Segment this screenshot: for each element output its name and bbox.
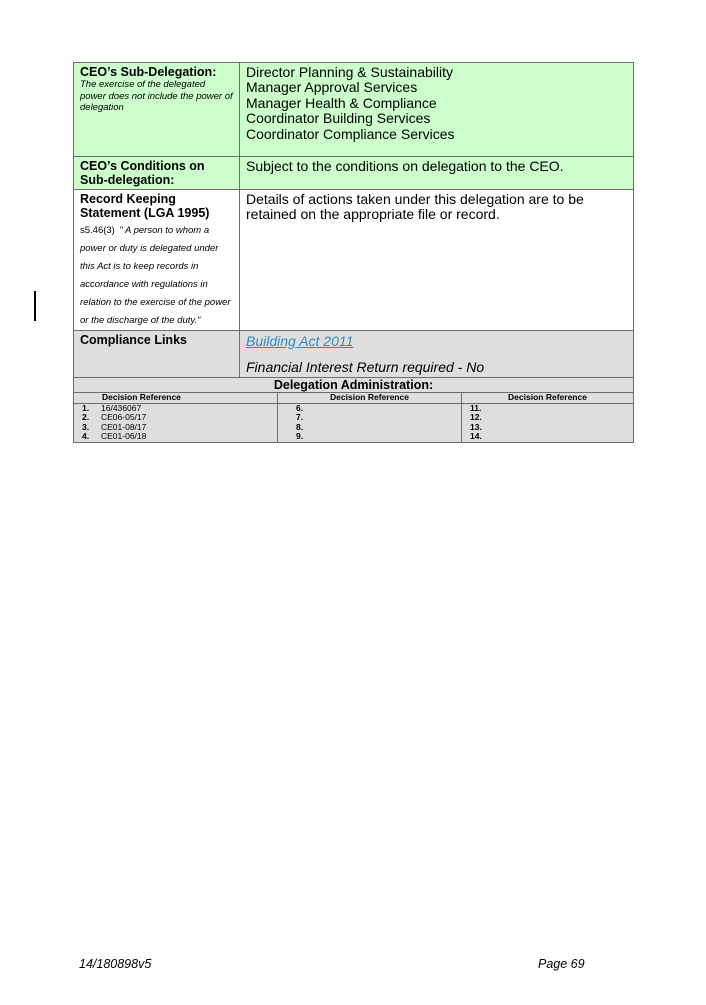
administration-cell [74, 378, 634, 443]
building-act-link[interactable]: Building Act 2011 [246, 333, 354, 349]
sub-delegation-row [74, 63, 634, 157]
delegation-table [73, 62, 634, 443]
reference-entry: 11. [470, 402, 482, 413]
reference-entry: 14. [470, 431, 482, 441]
compliance-label: Compliance Links [80, 333, 187, 347]
sub-delegation-values [240, 63, 634, 157]
decision-reference-header: Decision Reference [462, 393, 634, 404]
reference-entry: 1. 16/436067 [82, 402, 142, 413]
reference-column-1 [74, 403, 278, 442]
sub-delegate-item: Manager Approval Services [246, 79, 418, 96]
reference-column-3 [462, 403, 634, 442]
administration-title: Delegation Administration: [74, 378, 633, 392]
conditions-row [74, 157, 634, 190]
conditions-label: CEO’s Conditions on Sub-delegation: [80, 159, 205, 187]
reference-entry: 6. [296, 402, 304, 413]
decision-reference-table [74, 392, 633, 442]
record-keeping-quote: " A person to whom a power or duty is delegated under this Act is to keep records in accordance with regulations in relation to the exercise of the power or the discharge of the duty." [80, 225, 231, 326]
reference-entry: 3. CE01-08/17 [82, 421, 147, 432]
sub-delegate-item: Coordinator Compliance Services [246, 125, 455, 142]
record-keeping-section: s5.46(3) [80, 225, 115, 236]
sub-delegation-note: The exercise of the delegated power does not include the power of delegation [80, 79, 233, 113]
reference-column-2 [278, 403, 462, 442]
reference-entry: 2. CE06-05/17 [82, 412, 147, 422]
record-keeping-label-cell [74, 190, 240, 331]
record-keeping-row [74, 190, 634, 331]
decision-reference-header: Decision Reference [278, 393, 462, 404]
record-keeping-value-cell [240, 190, 634, 331]
sub-delegation-label-cell [74, 63, 240, 157]
sub-delegate-item: Director Planning & Sustainability [246, 64, 453, 80]
record-keeping-label: Record Keeping Statement (LGA 1995) [80, 192, 210, 220]
reference-entry: 8. [296, 421, 304, 432]
administration-row [74, 378, 634, 443]
footer-page-number: Page 69 [538, 957, 585, 971]
sub-delegate-item: Coordinator Building Services [246, 110, 431, 127]
decision-reference-header: Decision Reference [74, 393, 278, 404]
compliance-row [74, 331, 634, 378]
reference-entry: 4. CE01-06/18 [82, 431, 147, 441]
financial-interest-text: Financial Interest Return required - No [246, 359, 485, 375]
compliance-label-cell [74, 331, 240, 378]
reference-entry: 13. [470, 421, 482, 432]
reference-entry: 9. [296, 431, 304, 441]
record-keeping-value: Details of actions taken under this delegation are to be retained on the appropriate file or record. [246, 191, 584, 223]
revision-margin-bar [34, 291, 36, 321]
sub-delegation-label: CEO’s Sub-Delegation: [80, 65, 217, 79]
reference-entry: 7. [296, 412, 304, 422]
conditions-label-cell [74, 157, 240, 190]
conditions-value-cell [240, 157, 634, 190]
reference-entry: 12. [470, 412, 482, 422]
sub-delegate-item: Manager Health & Compliance [246, 94, 437, 111]
footer-doc-ref: 14/180898v5 [79, 957, 152, 971]
compliance-value-cell [240, 331, 634, 378]
conditions-value: Subject to the conditions on delegation to the CEO. [246, 158, 564, 174]
